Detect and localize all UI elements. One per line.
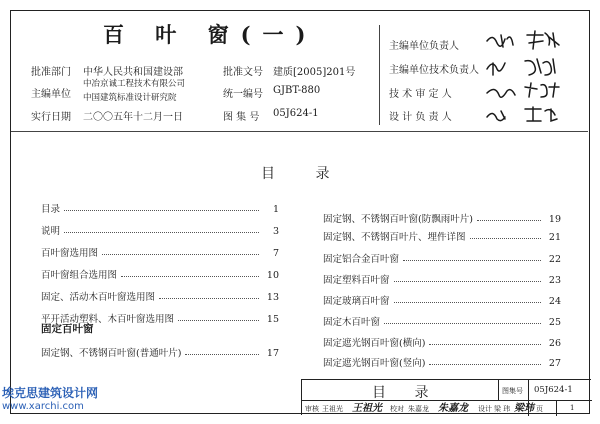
page-label: 页 — [536, 405, 543, 413]
designer-signature: 梁玮 — [514, 403, 534, 414]
toc-title: 目 录 — [261, 166, 348, 182]
approval-no: 建质[2005]201号 — [273, 67, 356, 78]
approval-dept-label: 批准部门 — [31, 67, 71, 78]
impl-date-label: 实行日期 — [31, 112, 71, 123]
editor-2: 中国建筑标准设计研究院 — [83, 93, 177, 103]
toc-item[interactable]: 百叶窗组合选用图 10 — [41, 263, 279, 281]
checker-name: 朱嘉龙 — [408, 405, 429, 413]
editor-1: 中冶京诚工程技术有限公司 — [83, 79, 186, 89]
resp-3-label: 技 术 审 定 人 — [389, 89, 452, 100]
toc-item[interactable]: 固定钢、不锈钢百叶窗(防飘雨叶片) 19 — [323, 207, 561, 225]
check-label: 校对 — [390, 405, 404, 413]
toc-item[interactable]: 固定塑料百叶窗 23 — [323, 268, 561, 286]
watermark-name: 埃克思建筑设计网 — [2, 386, 99, 400]
atlas-no-label: 图集号 — [502, 387, 523, 395]
toc-item[interactable]: 固定钢、不锈钢百叶窗(普通叶片) 17 — [41, 341, 279, 359]
unified-no-label: 统一编号 — [223, 89, 263, 100]
reviewer-signature: 王祖光 — [352, 403, 382, 414]
title-block-title: 目 录 — [372, 385, 441, 401]
toc-section-heading: 固定百叶窗 — [41, 323, 94, 335]
resp-1-label: 主编单位负责人 — [389, 41, 459, 52]
atlas-no: 05J624-1 — [273, 108, 319, 119]
toc-item[interactable]: 固定铝合金百叶窗 22 — [323, 247, 561, 265]
resp-4-label: 设 计 负 责 人 — [389, 112, 452, 123]
page-number: 1 — [570, 404, 575, 412]
checker-signature: 朱嘉龙 — [438, 403, 468, 414]
toc-item[interactable]: 说明 3 — [41, 219, 279, 237]
toc-item[interactable]: 固定木百叶窗 25 — [323, 310, 561, 328]
unified-no: GJBT-880 — [273, 85, 321, 96]
approval-no-label: 批准文号 — [223, 67, 263, 78]
resp-2-label: 主编单位技术负责人 — [389, 65, 479, 76]
toc-item[interactable]: 固定遮光钢百叶窗(竖向) 27 — [323, 351, 561, 369]
toc-item[interactable]: 百叶窗选用图 7 — [41, 241, 279, 259]
watermark-url: www.xarchi.com — [2, 401, 84, 412]
drawing-sheet — [10, 10, 590, 414]
design-label: 设计 — [478, 405, 492, 413]
designer-name: 梁 玮 — [494, 405, 511, 413]
toc-item[interactable]: 固定玻璃百叶窗 24 — [323, 289, 561, 307]
toc-item[interactable]: 固定、活动木百叶窗选用图 13 — [41, 285, 279, 303]
editor-label: 主编单位 — [31, 89, 71, 100]
atlas-no-label: 图 集 号 — [223, 112, 260, 123]
toc-item[interactable]: 平开活动塑料、木百叶窗选用图 15 — [41, 307, 279, 325]
approval-dept: 中华人民共和国建设部 — [83, 67, 183, 78]
impl-date: 二〇〇五年十二月一日 — [83, 112, 183, 123]
atlas-title: 百 叶 窗(一) — [103, 22, 318, 47]
title-block — [301, 379, 591, 415]
signatures-image — [483, 27, 583, 127]
toc-item[interactable]: 固定遮光钢百叶窗(横向) 26 — [323, 331, 561, 349]
review-label: 审核 — [305, 405, 319, 413]
atlas-no: 05J624-1 — [534, 385, 573, 395]
header-divider — [379, 25, 380, 125]
toc-item[interactable]: 目录 1 — [41, 197, 279, 215]
site-watermark[interactable] — [2, 384, 112, 416]
header-rule — [11, 131, 588, 132]
toc-item[interactable]: 固定钢、不锈钢百叶片、埋件详图 21 — [323, 225, 561, 243]
reviewer-name: 王祖光 — [322, 405, 343, 413]
